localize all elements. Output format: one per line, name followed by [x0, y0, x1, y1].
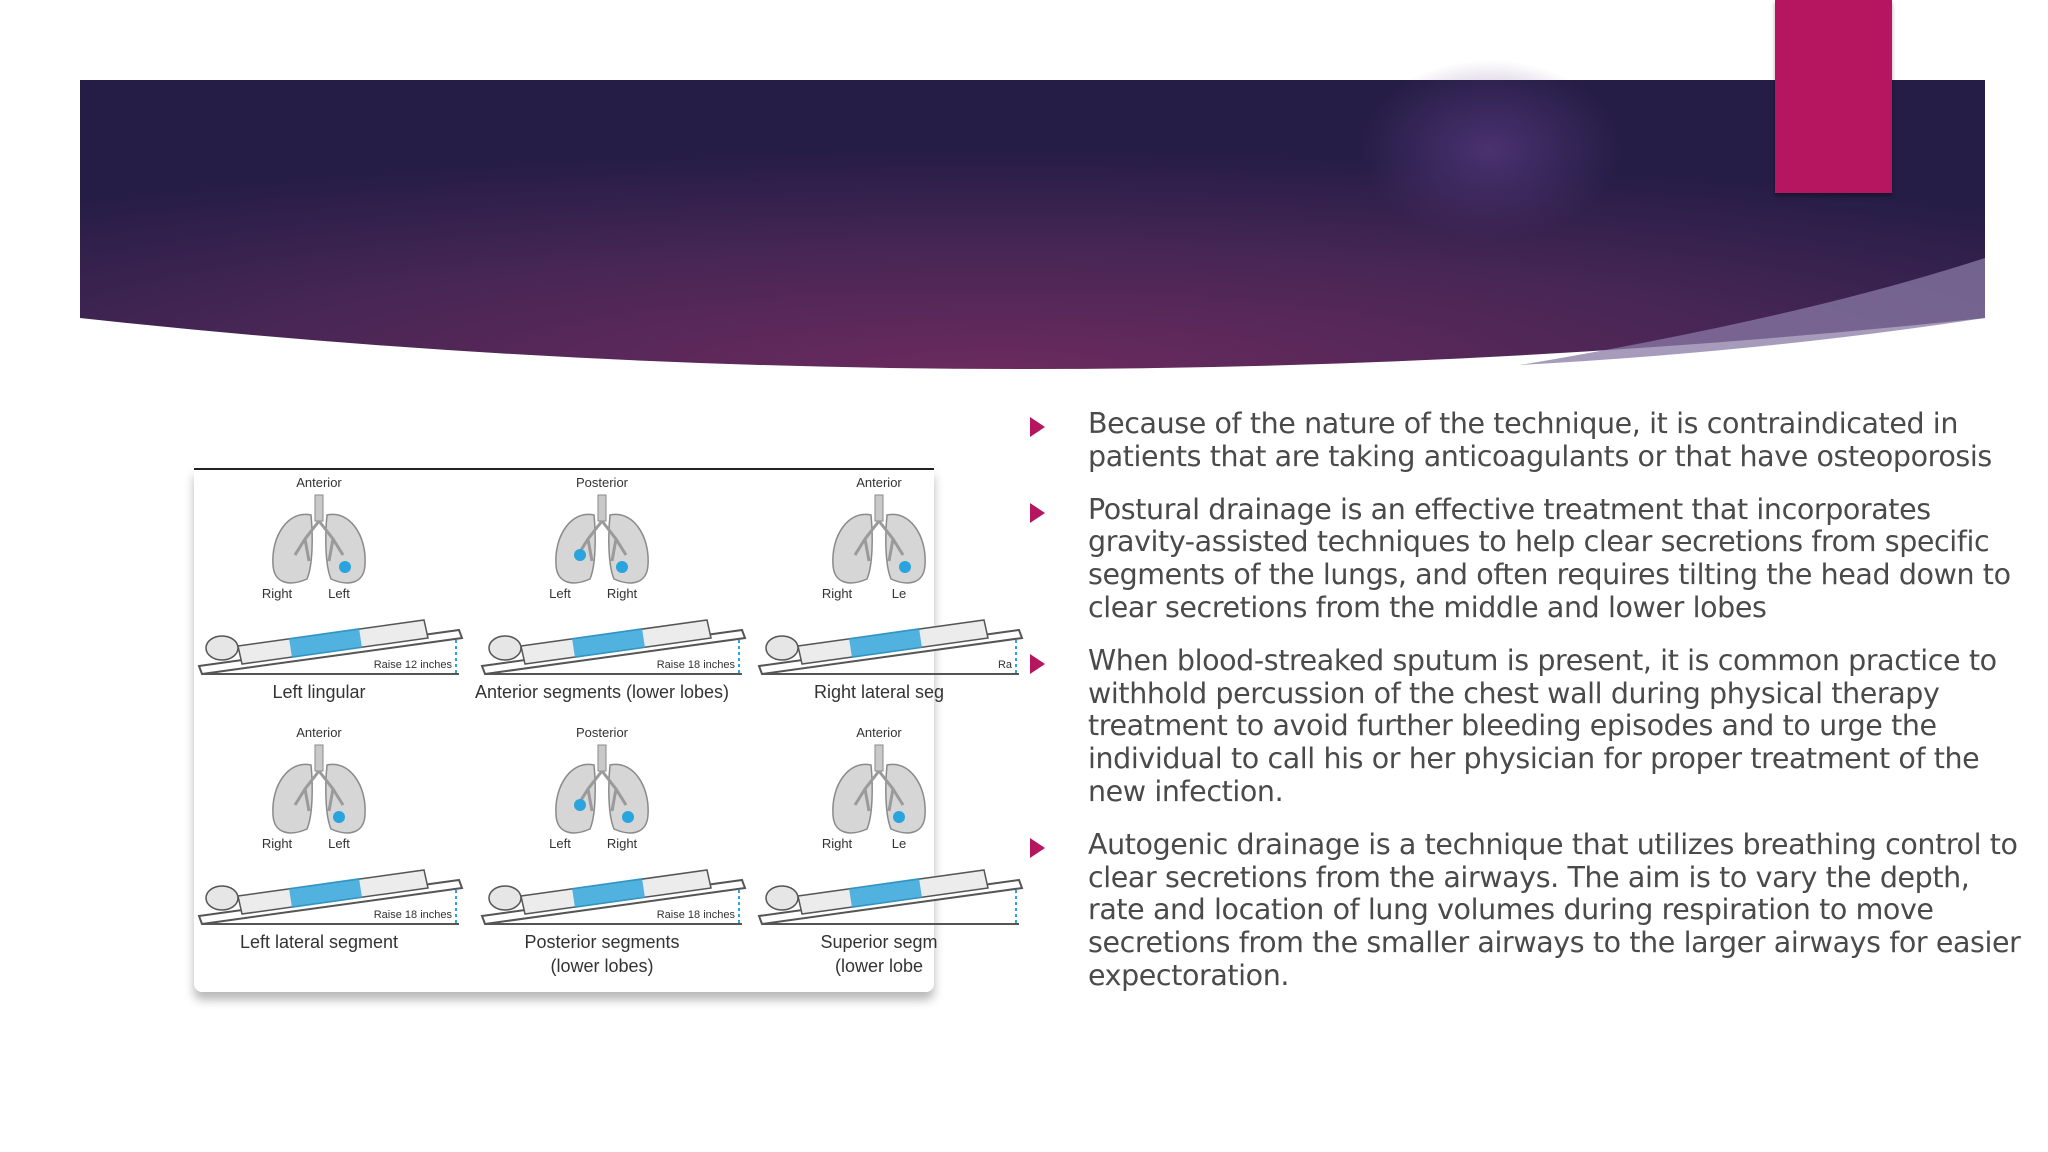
- view-label: Anterior: [296, 725, 342, 740]
- side-label: Right: [606, 586, 638, 601]
- view-label: Posterior: [575, 725, 629, 740]
- side-label: Left: [328, 836, 350, 851]
- bullet-text: Autogenic drainage is a technique that utilizes breathing control to clear secretions from the airways. The aim is to vary the depth, rate and location of lung volumes during respiration to move secretions from the smaller airways to the larger airways for easier expectoration.: [1088, 827, 2021, 992]
- panel-caption: Right lateral seg: [813, 682, 945, 702]
- bullet-text: Because of the nature of the technique, it is contraindicated in patients that are taking anticoagulants or that have osteoporosis: [1088, 407, 1992, 473]
- drainage-panel: [199, 725, 462, 952]
- bullet-text: When blood-streaked sputum is present, it is common practice to withhold percussion of the chest wall during physical therapy treatment to avoid further bleeding episodes and to urge the individual to call his or her physician for proper treatment of the new infection.: [1088, 643, 1997, 808]
- raise-label: Raise 18 inches: [656, 909, 735, 921]
- bullet-item: [1030, 494, 2030, 625]
- lungs-icon: [556, 745, 648, 833]
- view-label: Posterior: [575, 475, 629, 490]
- bullet-text: Postural drainage is an effective treatment that incorporates gravity-assisted techniques to help clear secretions from specific segments of the lungs, and often requires tilting the head down to clear secretions from the middle and lower lobes: [1088, 492, 2011, 624]
- bullet-list: [1030, 408, 2030, 1013]
- drainage-panel: [482, 725, 745, 976]
- panel-caption: Anterior segments (lower lobes): [474, 682, 730, 702]
- panel-caption: Superior segm: [820, 932, 938, 952]
- panel-caption: (lower lobes): [550, 956, 654, 976]
- lungs-icon: [556, 495, 648, 583]
- raise-label: Raise 12 inches: [373, 659, 452, 671]
- panel-caption: Left lateral segment: [239, 932, 399, 952]
- triangle-bullet-icon: [1030, 417, 1045, 437]
- lungs-icon: [273, 495, 365, 583]
- banner-shape: [80, 80, 1985, 369]
- side-label: Right: [261, 586, 293, 601]
- bullet-item: [1030, 645, 2030, 809]
- side-label: Left: [549, 836, 571, 851]
- accent-tab: [1775, 0, 1892, 193]
- lungs-icon: [273, 745, 365, 833]
- side-label: Right: [261, 836, 293, 851]
- raise-label: Raise 18 inches: [373, 909, 452, 921]
- side-label: Left: [549, 586, 571, 601]
- view-label: Anterior: [856, 725, 902, 740]
- side-label: Le: [891, 836, 907, 851]
- side-label: Right: [821, 836, 853, 851]
- postural-drainage-figure: [194, 468, 1012, 992]
- side-label: Right: [821, 586, 853, 601]
- drainage-panel: [759, 725, 1022, 976]
- drainage-panel: [475, 475, 745, 702]
- triangle-bullet-icon: [1030, 838, 1045, 858]
- raise-label: Ra: [997, 659, 1012, 671]
- bullet-item: [1030, 408, 2030, 474]
- side-label: Right: [606, 836, 638, 851]
- side-label: Left: [328, 586, 350, 601]
- triangle-bullet-icon: [1030, 503, 1045, 523]
- side-label: Le: [891, 586, 907, 601]
- bullet-item: [1030, 829, 2030, 993]
- view-label: Anterior: [296, 475, 342, 490]
- raise-label: Raise 18 inches: [656, 659, 735, 671]
- lungs-icon: [833, 745, 925, 833]
- triangle-bullet-icon: [1030, 654, 1045, 674]
- header-banner: [0, 0, 2048, 400]
- drainage-panel: [759, 475, 1022, 702]
- drainage-panel: [199, 475, 462, 702]
- panel-caption: Left lingular: [272, 682, 366, 702]
- panel-caption: (lower lobe: [834, 956, 924, 976]
- view-label: Anterior: [856, 475, 902, 490]
- lungs-icon: [833, 495, 925, 583]
- panel-caption: Posterior segments: [524, 932, 680, 952]
